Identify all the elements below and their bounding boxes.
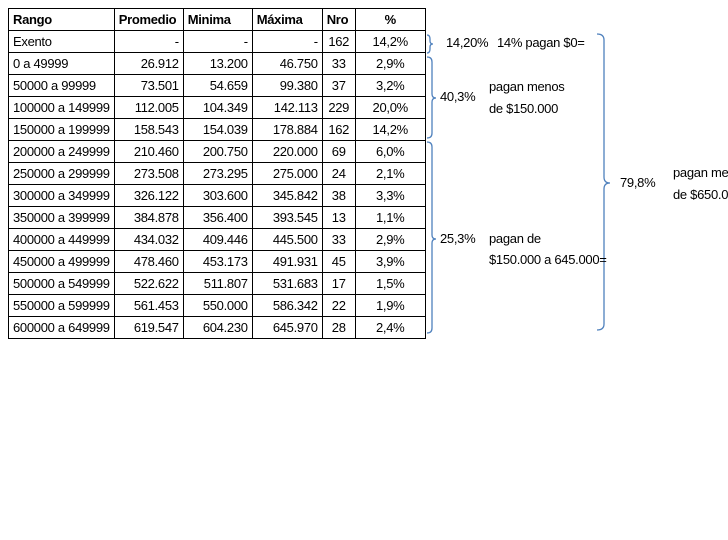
- header-rango: Rango: [9, 9, 115, 31]
- cell-rango: 100000 a 149999: [9, 97, 115, 119]
- header-nro: Nro: [322, 9, 355, 31]
- cell-rango: 0 a 49999: [9, 53, 115, 75]
- cell-rango: 300000 a 349999: [9, 185, 115, 207]
- cell-nro: 229: [322, 97, 355, 119]
- cell-pct: 6,0%: [355, 141, 425, 163]
- cell-pct: 3,9%: [355, 251, 425, 273]
- cell-promedio: 326.122: [114, 185, 183, 207]
- cell-minima: 13.200: [183, 53, 252, 75]
- cell-pct: 14,2%: [355, 119, 425, 141]
- low-percent: 40,3%: [440, 89, 476, 104]
- cell-minima: 154.039: [183, 119, 252, 141]
- cell-minima: 409.446: [183, 229, 252, 251]
- cell-maxima: -: [252, 31, 322, 53]
- cell-nro: 162: [322, 31, 355, 53]
- bracket-total: [597, 34, 610, 330]
- bracket-low: [427, 57, 436, 138]
- cell-maxima: 645.970: [252, 317, 322, 339]
- cell-promedio: 384.878: [114, 207, 183, 229]
- cell-promedio: 434.032: [114, 229, 183, 251]
- cell-pct: 3,2%: [355, 75, 425, 97]
- cell-nro: 17: [322, 273, 355, 295]
- cell-pct: 2,9%: [355, 53, 425, 75]
- cell-nro: 162: [322, 119, 355, 141]
- cell-nro: 22: [322, 295, 355, 317]
- cell-maxima: 345.842: [252, 185, 322, 207]
- mid-percent: 25,3%: [440, 231, 476, 246]
- cell-pct: 20,0%: [355, 97, 425, 119]
- cell-promedio: 619.547: [114, 317, 183, 339]
- total-percent: 79,8%: [620, 175, 656, 190]
- cell-maxima: 393.545: [252, 207, 322, 229]
- cell-maxima: 531.683: [252, 273, 322, 295]
- header-maxima: Máxima: [252, 9, 322, 31]
- cell-nro: 13: [322, 207, 355, 229]
- cell-minima: 273.295: [183, 163, 252, 185]
- cell-rango: 600000 a 649999: [9, 317, 115, 339]
- header-pct: %: [355, 9, 425, 31]
- cell-pct: 2,1%: [355, 163, 425, 185]
- cell-pct: 1,9%: [355, 295, 425, 317]
- cell-minima: 200.750: [183, 141, 252, 163]
- cell-minima: 453.173: [183, 251, 252, 273]
- cell-rango: 500000 a 549999: [9, 273, 115, 295]
- cell-pct: 2,4%: [355, 317, 425, 339]
- cell-maxima: 142.113: [252, 97, 322, 119]
- cell-nro: 28: [322, 317, 355, 339]
- cell-rango: 200000 a 249999: [9, 141, 115, 163]
- cell-maxima: 99.380: [252, 75, 322, 97]
- header-promedio: Promedio: [114, 9, 183, 31]
- cell-promedio: -: [114, 31, 183, 53]
- cell-nro: 45: [322, 251, 355, 273]
- cell-minima: 604.230: [183, 317, 252, 339]
- cell-pct: 2,9%: [355, 229, 425, 251]
- cell-nro: 33: [322, 53, 355, 75]
- cell-rango: 250000 a 299999: [9, 163, 115, 185]
- cell-rango: Exento: [9, 31, 115, 53]
- mid-note-line2: $150.000 a 645.000=: [489, 252, 607, 267]
- cell-maxima: 445.500: [252, 229, 322, 251]
- cell-minima: 511.807: [183, 273, 252, 295]
- cell-minima: 303.600: [183, 185, 252, 207]
- header-minima: Minima: [183, 9, 252, 31]
- cell-promedio: 478.460: [114, 251, 183, 273]
- cell-rango: 350000 a 399999: [9, 207, 115, 229]
- cell-maxima: 586.342: [252, 295, 322, 317]
- cell-maxima: 491.931: [252, 251, 322, 273]
- cell-promedio: 158.543: [114, 119, 183, 141]
- cell-maxima: 178.884: [252, 119, 322, 141]
- cell-promedio: 210.460: [114, 141, 183, 163]
- bracket-mid: [427, 142, 436, 333]
- cell-promedio: 273.508: [114, 163, 183, 185]
- cell-minima: 356.400: [183, 207, 252, 229]
- cell-rango: 50000 a 99999: [9, 75, 115, 97]
- cell-rango: 400000 a 449999: [9, 229, 115, 251]
- cell-nro: 69: [322, 141, 355, 163]
- cell-maxima: 46.750: [252, 53, 322, 75]
- low-note-line1: pagan menos: [489, 79, 565, 94]
- cell-nro: 24: [322, 163, 355, 185]
- mid-note-line1: pagan de: [489, 231, 541, 246]
- cell-rango: 150000 a 199999: [9, 119, 115, 141]
- cell-promedio: 112.005: [114, 97, 183, 119]
- cell-minima: 104.349: [183, 97, 252, 119]
- cell-nro: 38: [322, 185, 355, 207]
- exento-percent: 14,20%: [446, 35, 489, 50]
- total-note-line1: pagan me: [673, 165, 728, 180]
- cell-promedio: 561.453: [114, 295, 183, 317]
- cell-pct: 1,5%: [355, 273, 425, 295]
- cell-pct: 3,3%: [355, 185, 425, 207]
- cell-maxima: 220.000: [252, 141, 322, 163]
- low-note-line2: de $150.000: [489, 101, 558, 116]
- cell-minima: 54.659: [183, 75, 252, 97]
- total-note-line2: de $650.0: [673, 187, 728, 202]
- exento-note: 14% pagan $0=: [497, 35, 585, 50]
- cell-promedio: 26.912: [114, 53, 183, 75]
- cell-promedio: 522.622: [114, 273, 183, 295]
- cell-pct: 14,2%: [355, 31, 425, 53]
- bracket-exento: [427, 35, 433, 53]
- cell-pct: 1,1%: [355, 207, 425, 229]
- cell-minima: -: [183, 31, 252, 53]
- cell-maxima: 275.000: [252, 163, 322, 185]
- cell-nro: 33: [322, 229, 355, 251]
- cell-nro: 37: [322, 75, 355, 97]
- cell-rango: 450000 a 499999: [9, 251, 115, 273]
- cell-minima: 550.000: [183, 295, 252, 317]
- cell-rango: 550000 a 599999: [9, 295, 115, 317]
- cell-promedio: 73.501: [114, 75, 183, 97]
